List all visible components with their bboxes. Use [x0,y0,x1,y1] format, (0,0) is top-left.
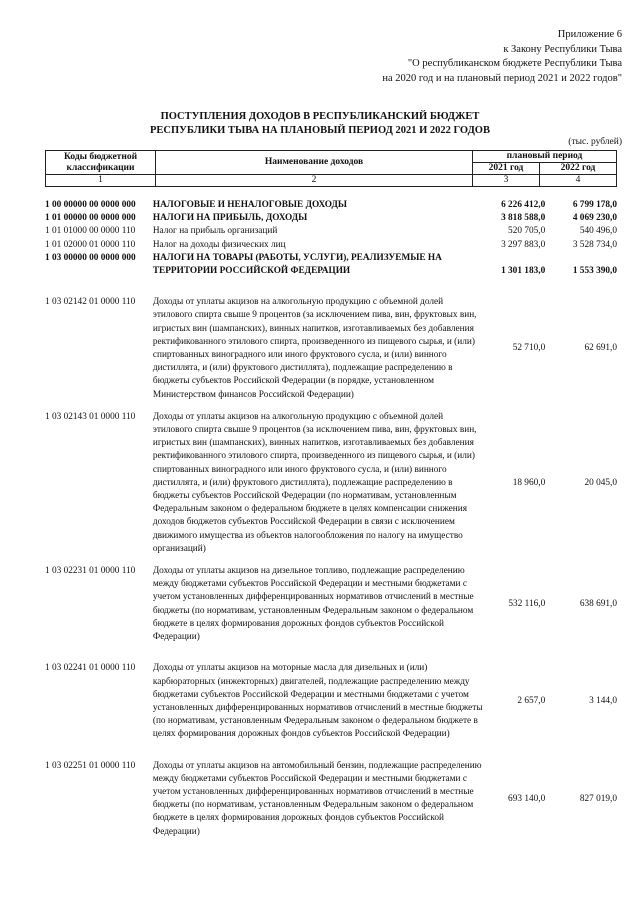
row-code: 1 03 02241 01 0000 110 [45,663,136,674]
row-code: 1 01 02000 01 0000 110 [45,239,136,250]
row-value-2022: 1 553 390,0 [572,266,617,277]
row-value-2022: 540 496,0 [579,226,617,237]
row-code: 1 03 00000 00 0000 000 [45,252,136,263]
row-value-2021: 2 657,0 [517,696,546,707]
row-name: Доходы от уплаты акцизов на дизельное топливо, подлежащие распределению между бюджетами субъектов Российской Федерации и местными бюджетами с учетом установленных дифференцированных нормативов отчислений в местные бюджеты (по нормативам, установленным Федеральным законом о федеральном бюджете в целях формирования дорожных фондов субъектов Российской Федерации) [152,566,474,643]
appendix-line: на 2020 год и на плановый период 2021 и 2022 годов" [382,72,622,84]
row-name: НАЛОГОВЫЕ И НЕНАЛОГОВЫЕ ДОХОДЫ [152,200,348,210]
row-value-2021: 693 140,0 [508,793,546,804]
header-col-number: 1 [46,175,156,187]
table-row [45,644,617,741]
appendix-line: "О республиканском бюджете Республики Тыва [407,58,622,69]
table-row [45,225,617,238]
header-year-2022: 2022 год [540,163,617,175]
title-line: ПОСТУПЛЕНИЯ ДОХОДОВ В РЕСПУБЛИКАНСКИЙ БЮДЖЕТ [160,111,480,122]
row-code: 1 03 02231 01 0000 110 [45,566,136,577]
table-row [45,252,617,278]
row-value-2022: 3 528 734,0 [572,239,617,250]
row-code: 1 03 02251 01 0000 110 [45,760,136,771]
row-code: 1 01 00000 00 0000 000 [45,213,136,224]
row-value-2021: 1 301 183,0 [501,266,546,277]
row-value-2021: 6 226 412,0 [501,200,546,210]
row-value-2022: 4 069 230,0 [572,213,617,224]
header-col-number: 3 [473,175,540,187]
row-value-2022: 62 691,0 [584,343,617,354]
row-value-2022: 20 045,0 [584,477,617,488]
row-value-2021: 3 818 588,0 [501,213,546,224]
row-code: 1 01 01000 00 0000 110 [45,226,136,237]
title-line: РЕСПУБЛИКИ ТЫВА НА ПЛАНОВЫЙ ПЕРИОД 2021 И 2022 ГОДОВ [150,125,490,136]
row-name: Доходы от уплаты акцизов на алкогольную продукцию с объемной долей этилового спирта свыше 9 процентов (за исключением пива, вин, фруктовых вин, игристых вин (шампанских), винных напитков, изготавливаемых без добавления ректификованного этилового спирта, произведенного из пищевого сырья, и (или) спиртованных виноградного или иного фруктового сусла, и (или) винного дистиллята, и (или) фруктового дистиллята), подлежащие распределению в бюджеты субъектов Российской Федерации (в порядке, установленном Министерством финансов Российской Федерации) [152,297,477,400]
row-name: Доходы от уплаты акцизов на алкогольную продукцию с объемной долей этилового спирта свыше 9 процентов (за исключением пива, вин, фруктовых вин, игристых вин (шампанских), винных напитков, изготавливаемых без добавления ректификованного этилового спирта, произведенного из пищевого сырья, и (или) спиртованных виноградного или иного фруктового сусла, и (или) винного дистиллята, и (или) фруктового дистиллята), подлежащие распределению в бюджеты субъектов Российской Федерации (по нормативам, установленным Федеральным законом о федеральном бюджете в целях компенсации снижения доходов бюджетов субъектов Российской Федерации в связи с исключением движимого имущества из объектов налогообложения по налогу на имущество организаций) [152,411,477,554]
row-value-2021: 3 297 883,0 [501,239,546,250]
appendix-note [382,28,622,86]
table-row [45,212,617,225]
appendix-line: к Закону Республики Тыва [503,43,622,55]
appendix-line: Приложение 6 [557,29,622,40]
header-codes-line2: классификации [66,162,135,173]
row-code: 1 03 02142 01 0000 110 [45,297,136,308]
income-table [45,199,617,839]
row-value-2022: 638 691,0 [579,599,617,610]
header-col-number: 4 [540,175,617,187]
table-row [45,199,617,212]
row-code: 1 00 00000 00 0000 000 [45,200,136,210]
row-value-2021: 520 705,0 [508,226,546,237]
header-name: Наименование доходов [156,151,473,175]
table-row [45,278,617,402]
table-header [45,150,617,187]
header-codes-line1: Коды бюджетной [63,151,138,162]
table-row [45,556,617,644]
row-name: НАЛОГИ НА ТОВАРЫ (РАБОТЫ, УСЛУГИ), РЕАЛИЗУЕМЫЕ НА ТЕРРИТОРИИ РОССИЙСКОЙ ФЕДЕРАЦИИ [152,252,442,277]
row-value-2022: 6 799 178,0 [572,200,617,210]
table-row [45,742,617,839]
row-name: Доходы от уплаты акцизов на моторные масла для дизельных и (или) карбюраторных (инжекторных) двигателей, подлежащие распределению между бюджетами субъектов Российской Федерации и местными бюджетами с учетом установленных дифференцированных нормативов отчислений в местные бюджеты (по нормативам, установленным Федеральным законом о федеральном бюджете в целях формирования дорожных фондов субъектов Российской Федерации) [152,663,483,740]
table-row [45,402,617,556]
row-value-2022: 3 144,0 [589,696,617,707]
document-title [0,110,640,138]
row-value-2021: 52 710,0 [512,343,546,354]
row-code: 1 03 02143 01 0000 110 [45,411,136,422]
row-name: НАЛОГИ НА ПРИБЫЛЬ, ДОХОДЫ [152,213,308,224]
header-col-number: 2 [156,175,473,187]
row-value-2021: 18 960,0 [512,477,546,488]
table-row [45,239,617,252]
row-name: Доходы от уплаты акцизов на автомобильный бензин, подлежащие распределению между бюджетами субъектов Российской Федерации и местными бюджетами с учетом установленных дифференцированных нормативов отчислений в местные бюджеты (по нормативам, установленным Федеральным законом о федеральном бюджете в целях формирования дорожных фондов субъектов Российской Федерации) [152,760,482,837]
row-name: Налог на прибыль организаций [152,226,278,237]
row-name: Налог на доходы физических лиц [152,239,286,250]
header-codes [46,151,156,175]
units-label: (тыс. рублей) [568,137,622,147]
row-value-2022: 827 019,0 [579,793,617,804]
row-value-2021: 532 116,0 [508,599,546,610]
header-planned-period: плановый период [473,151,617,163]
header-year-2021: 2021 год [473,163,540,175]
